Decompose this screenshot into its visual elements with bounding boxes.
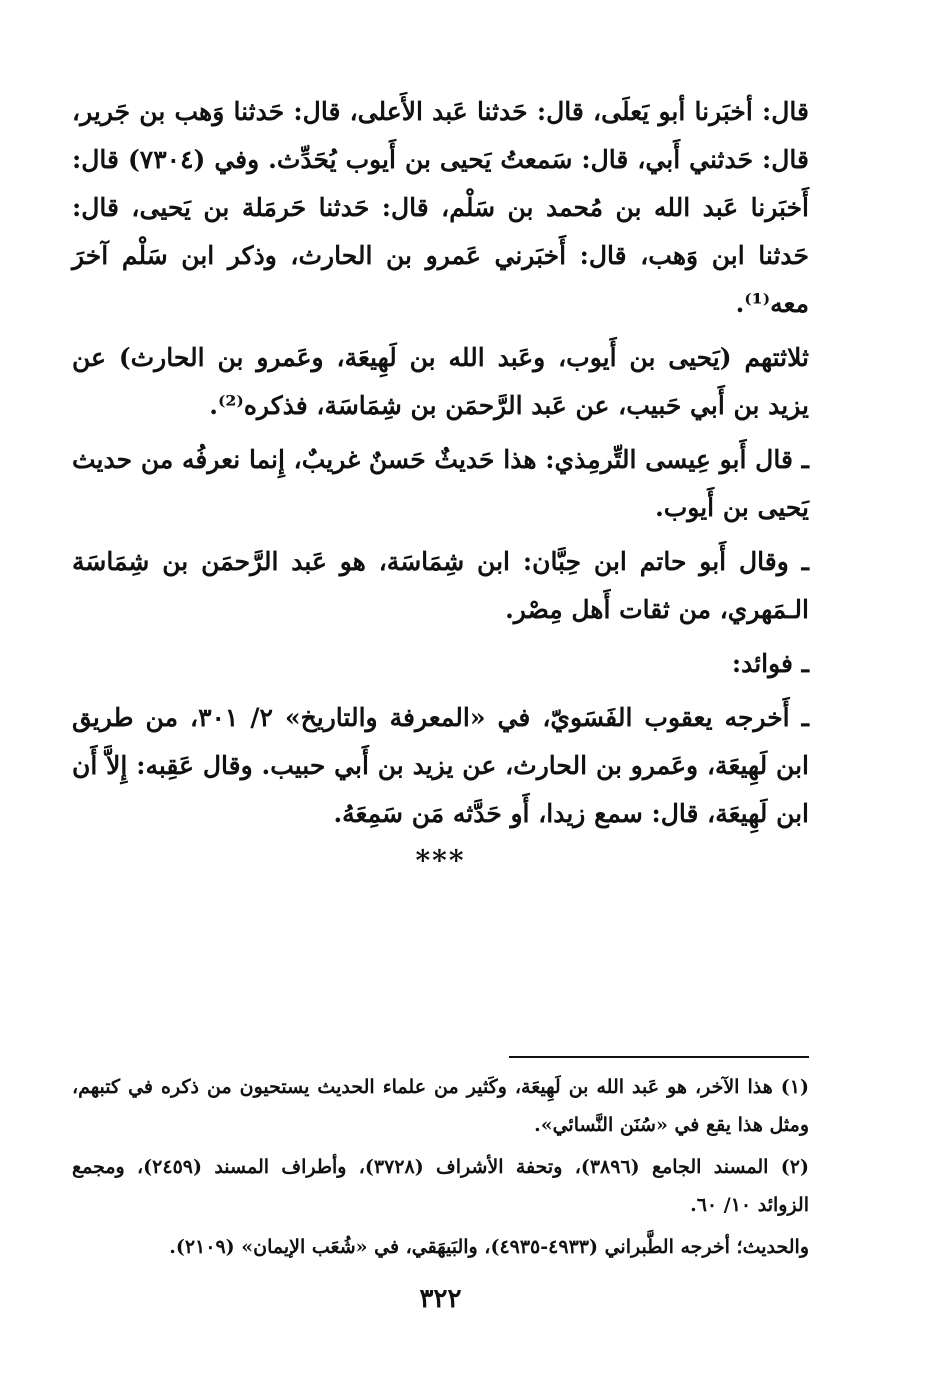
hadith-chain-paragraph: ثلاثتهم (يَحيى بن أَيوب، وعَبد الله بن لَهِيعَة، وعَمرو بن الحارث) عن يزيد بن أَبي حَبيب، عن عَبد الرَّحمَن بن شِمَاسَة، فذكره⁽²⁾. bbox=[72, 343, 809, 420]
tirmidhi-comment-paragraph: ـ قال أَبو عِيسى التِّرمِذي: هذا حَديثٌ حَسنٌ غريبٌ، إِنما نعرفُه من حديث يَحيى بن أَيوب. bbox=[72, 445, 809, 522]
footnote-2: (٢) المسند الجامع (٣٨٩٦)، وتحفة الأشراف (٣٧٢٨)، وأطراف المسند (٢٤٥٩)، ومجمع الزوائد ١٠/ ٦٠. bbox=[72, 1156, 809, 1216]
main-text bbox=[72, 88, 809, 877]
footnote-1: (١) هذا الآخر، هو عَبد الله بن لَهِيعَة، وكَثير من علماء الحديث يستحيون من ذكره في كتبهم، ومثل هذا يقع في «سُنَن النَّسائي». bbox=[72, 1076, 809, 1136]
footnote-divider bbox=[509, 1056, 809, 1058]
page bbox=[72, 88, 809, 1344]
section-separator: *** bbox=[415, 844, 466, 877]
ibn-hibban-comment-paragraph: ـ وقال أَبو حاتم ابن حِبَّان: ابن شِمَاسَة، هو عَبد الرَّحمَن بن شِمَاسَة الـمَهري، من ثقات أَهل مِصْر. bbox=[72, 547, 809, 624]
footnotes bbox=[72, 1056, 809, 1270]
benefits-heading: ـ فوائد: bbox=[731, 649, 809, 678]
benefits-paragraph: ـ أَخرجه يعقوب الفَسَويّ، في «المعرفة والتاريخ» ٢/ ٣٠١، من طريق ابن لَهِيعَة، وعَمرو بن الحارث، عن يزيد بن أَبي حبيب. وقال عَقِبه: إِلاَّ أَن ابن لَهِيعَة، قال: سمع زيدا، أَو حَدَّثه مَن سَمِعَهُ. bbox=[72, 703, 809, 828]
hadith-isnad-paragraph: قال: أخبَرنا أبو يَعلَى، قال: حَدثنا عَبد الأَعلى، قال: حَدثنا وَهب بن جَرير، قال: حَدثني أَبي، قال: سَمعتُ يَحيى بن أَيوب يُحَدِّث. وفي (٧٣٠٤) قال: أَخبَرنا عَبد الله بن مُحمد بن سَلْم، قال: حَدثنا حَرمَلة بن يَحيى، قال: حَدثنا ابن وَهب، قال: أَخبَرني عَمرو بن الحارث، وذكر ابن سَلْم آخرَ معه⁽¹⁾. bbox=[72, 97, 809, 318]
page-number: ٣٢٢ bbox=[419, 1284, 462, 1314]
footnote-2-continued: والحديث؛ أخرجه الطَّبراني (٤٩٣٣-٤٩٣٥)، والبَيهَقي، في «شُعَب الإيمان» (٢١٠٩). bbox=[169, 1236, 809, 1258]
